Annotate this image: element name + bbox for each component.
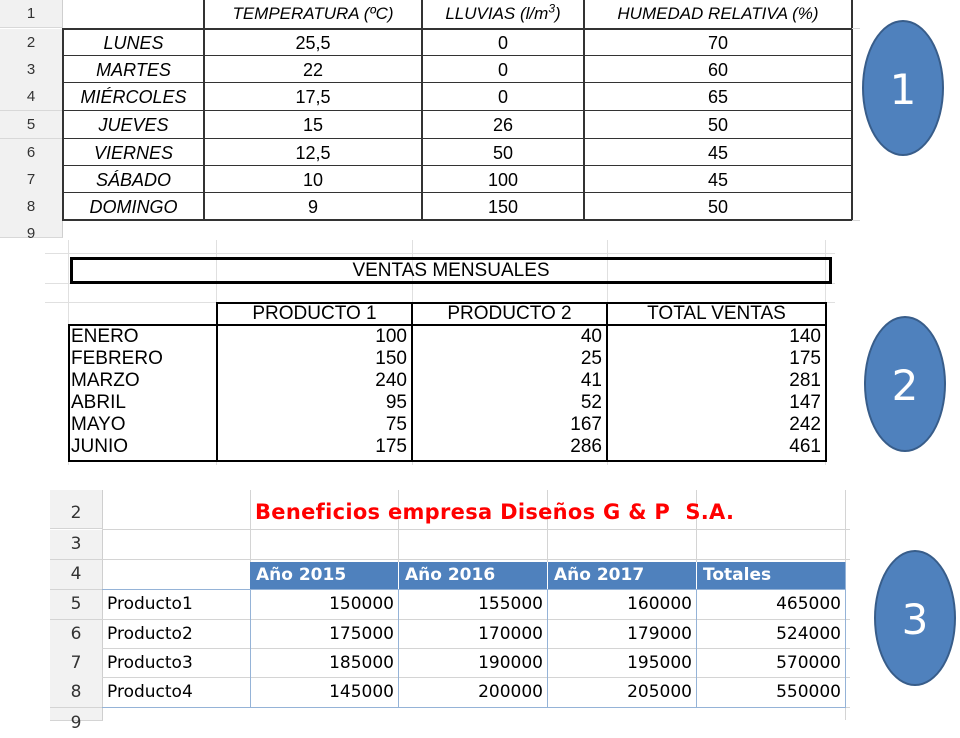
header-year-2015[interactable]: Año 2015	[250, 562, 398, 589]
temperature-cell[interactable]: 22	[302, 60, 324, 80]
total-sales-cell[interactable]: 147	[789, 392, 821, 413]
row-number[interactable]: 9	[50, 708, 103, 721]
header-total-sales[interactable]: TOTAL VENTAS	[647, 303, 786, 324]
header-rain-text: LLUVIAS (l/m	[445, 4, 549, 23]
product-2-cell[interactable]: 286	[570, 436, 602, 457]
humidity-cell[interactable]: 60	[707, 60, 729, 80]
row-number[interactable]: 3	[50, 530, 103, 560]
product-1-cell[interactable]: 75	[385, 414, 407, 435]
month-cell[interactable]: ABRIL	[71, 392, 126, 413]
humidity-cell[interactable]: 45	[707, 170, 729, 190]
month-cell[interactable]: JUNIO	[71, 436, 128, 457]
header-temperature[interactable]: TEMPERATURA (ºC)	[232, 4, 394, 23]
grid-line	[852, 220, 860, 221]
row-number[interactable]: 7	[50, 649, 103, 679]
header-rain-close: )	[555, 4, 561, 23]
year-2017-cell[interactable]: 160000	[627, 594, 692, 614]
header-totals[interactable]: Totales	[697, 562, 845, 589]
row-number[interactable]: 8	[0, 193, 63, 221]
totals-cell[interactable]: 570000	[776, 653, 841, 673]
header-product-1[interactable]: PRODUCTO 1	[252, 303, 377, 324]
row-number[interactable]: 4	[0, 83, 63, 111]
rain-cell[interactable]: 100	[487, 170, 519, 190]
year-2015-cell[interactable]: 185000	[329, 653, 394, 673]
temperature-cell[interactable]: 25,5	[295, 33, 331, 53]
year-2015-cell[interactable]: 145000	[329, 682, 394, 702]
temperature-cell[interactable]: 15	[302, 115, 324, 135]
grid-line	[250, 490, 251, 562]
year-2015-cell[interactable]: 175000	[329, 624, 394, 644]
year-2017-cell[interactable]: 195000	[627, 653, 692, 673]
temperature-cell[interactable]: 10	[302, 170, 324, 190]
header-rain[interactable]	[423, 0, 583, 27]
day-cell[interactable]: MARTES	[96, 60, 171, 80]
border-line	[68, 460, 827, 462]
temperature-cell[interactable]: 17,5	[295, 87, 331, 107]
profits-table	[50, 490, 850, 733]
day-cell[interactable]: SÁBADO	[95, 170, 172, 190]
row-number[interactable]: 2	[50, 499, 103, 529]
weather-table	[0, 0, 860, 242]
rain-cell[interactable]: 0	[497, 87, 508, 107]
row-number[interactable]: 2	[0, 29, 63, 57]
row-number[interactable]: 6	[0, 139, 63, 167]
header-product-2[interactable]: PRODUCTO 2	[447, 303, 572, 324]
product-cell[interactable]: Producto3	[107, 653, 193, 673]
row-number[interactable]: 3	[0, 56, 63, 84]
humidity-cell[interactable]: 70	[707, 33, 729, 53]
rain-cell[interactable]: 0	[497, 33, 508, 53]
humidity-cell[interactable]: 45	[707, 143, 729, 163]
rain-cell[interactable]: 26	[492, 115, 514, 135]
product-1-cell[interactable]: 150	[375, 348, 407, 369]
row-number[interactable]: 9	[0, 220, 63, 238]
day-cell[interactable]: JUEVES	[98, 115, 169, 135]
month-cell[interactable]: MARZO	[71, 370, 140, 391]
badge-3: 3	[874, 550, 956, 686]
product-cell[interactable]: Producto4	[107, 682, 193, 702]
grid-line	[45, 253, 835, 254]
border-line	[845, 562, 846, 708]
border-line	[825, 302, 827, 462]
total-sales-cell[interactable]: 175	[789, 348, 821, 369]
product-cell[interactable]: Producto2	[107, 624, 193, 644]
year-2016-cell[interactable]: 155000	[478, 594, 543, 614]
year-2017-cell[interactable]: 179000	[627, 624, 692, 644]
humidity-cell[interactable]: 50	[707, 115, 729, 135]
rain-cell[interactable]: 0	[497, 60, 508, 80]
humidity-cell[interactable]: 50	[707, 197, 729, 217]
product-2-cell[interactable]: 167	[570, 414, 602, 435]
product-1-cell[interactable]: 240	[375, 370, 407, 391]
row-number[interactable]: 4	[50, 560, 103, 590]
row-number[interactable]: 6	[50, 620, 103, 650]
total-sales-cell[interactable]: 281	[789, 370, 821, 391]
product-2-cell[interactable]: 41	[580, 370, 602, 391]
rain-cell[interactable]: 150	[487, 197, 519, 217]
totals-cell[interactable]: 465000	[776, 594, 841, 614]
product-1-cell[interactable]: 100	[375, 326, 407, 347]
row-number[interactable]: 8	[50, 678, 103, 708]
day-cell[interactable]: LUNES	[103, 33, 164, 53]
day-cell[interactable]: DOMINGO	[89, 197, 178, 217]
badge-2: 2	[864, 316, 946, 452]
temperature-cell[interactable]: 12,5	[295, 143, 331, 163]
border-line	[851, 0, 853, 220]
row-header-strip	[50, 490, 103, 499]
total-sales-cell[interactable]: 140	[789, 326, 821, 347]
grid-line	[102, 559, 850, 560]
month-cell[interactable]: FEBRERO	[71, 348, 163, 369]
border-line	[102, 707, 846, 708]
day-cell[interactable]: VIERNES	[93, 143, 174, 163]
year-2016-cell[interactable]: 200000	[478, 682, 543, 702]
row-number[interactable]: 7	[0, 166, 63, 194]
profits-title[interactable]: Beneficios empresa Diseños G & P S.A.	[255, 500, 735, 524]
row-number[interactable]: 5	[50, 590, 103, 620]
product-1-cell[interactable]: 95	[385, 392, 407, 413]
row-number[interactable]: 1	[0, 0, 63, 28]
sales-title[interactable]: VENTAS MENSUALES	[70, 257, 832, 284]
product-2-cell[interactable]: 52	[580, 392, 602, 413]
year-2016-cell[interactable]: 170000	[478, 624, 543, 644]
humidity-cell[interactable]: 65	[707, 87, 729, 107]
rain-cell[interactable]: 50	[492, 143, 514, 163]
month-cell[interactable]: MAYO	[71, 414, 126, 435]
header-year-2017[interactable]: Año 2017	[548, 562, 696, 589]
badge-1: 1	[862, 20, 944, 156]
total-sales-cell[interactable]: 242	[789, 414, 821, 435]
product-1-cell[interactable]: 175	[375, 436, 407, 457]
border-line	[68, 324, 70, 462]
temperature-cell[interactable]: 9	[307, 197, 318, 217]
year-2016-cell[interactable]: 190000	[478, 653, 543, 673]
header-year-2016[interactable]: Año 2016	[399, 562, 547, 589]
grid-line	[852, 28, 860, 29]
header-rain-exponent: 3	[548, 1, 555, 16]
day-cell[interactable]: MIÉRCOLES	[80, 87, 187, 107]
product-2-cell[interactable]: 40	[580, 326, 602, 347]
product-2-cell[interactable]: 25	[580, 348, 602, 369]
grid-line	[102, 529, 850, 530]
row-number[interactable]: 5	[0, 111, 63, 139]
totals-cell[interactable]: 550000	[776, 682, 841, 702]
year-2017-cell[interactable]: 205000	[627, 682, 692, 702]
month-cell[interactable]: ENERO	[71, 326, 139, 347]
product-cell[interactable]: Producto1	[107, 594, 193, 614]
total-sales-cell[interactable]: 461	[789, 436, 821, 457]
monthly-sales-table	[45, 240, 835, 465]
totals-cell[interactable]: 524000	[776, 624, 841, 644]
year-2015-cell[interactable]: 150000	[329, 594, 394, 614]
header-humidity[interactable]: HUMEDAD RELATIVA (%)	[617, 4, 819, 23]
